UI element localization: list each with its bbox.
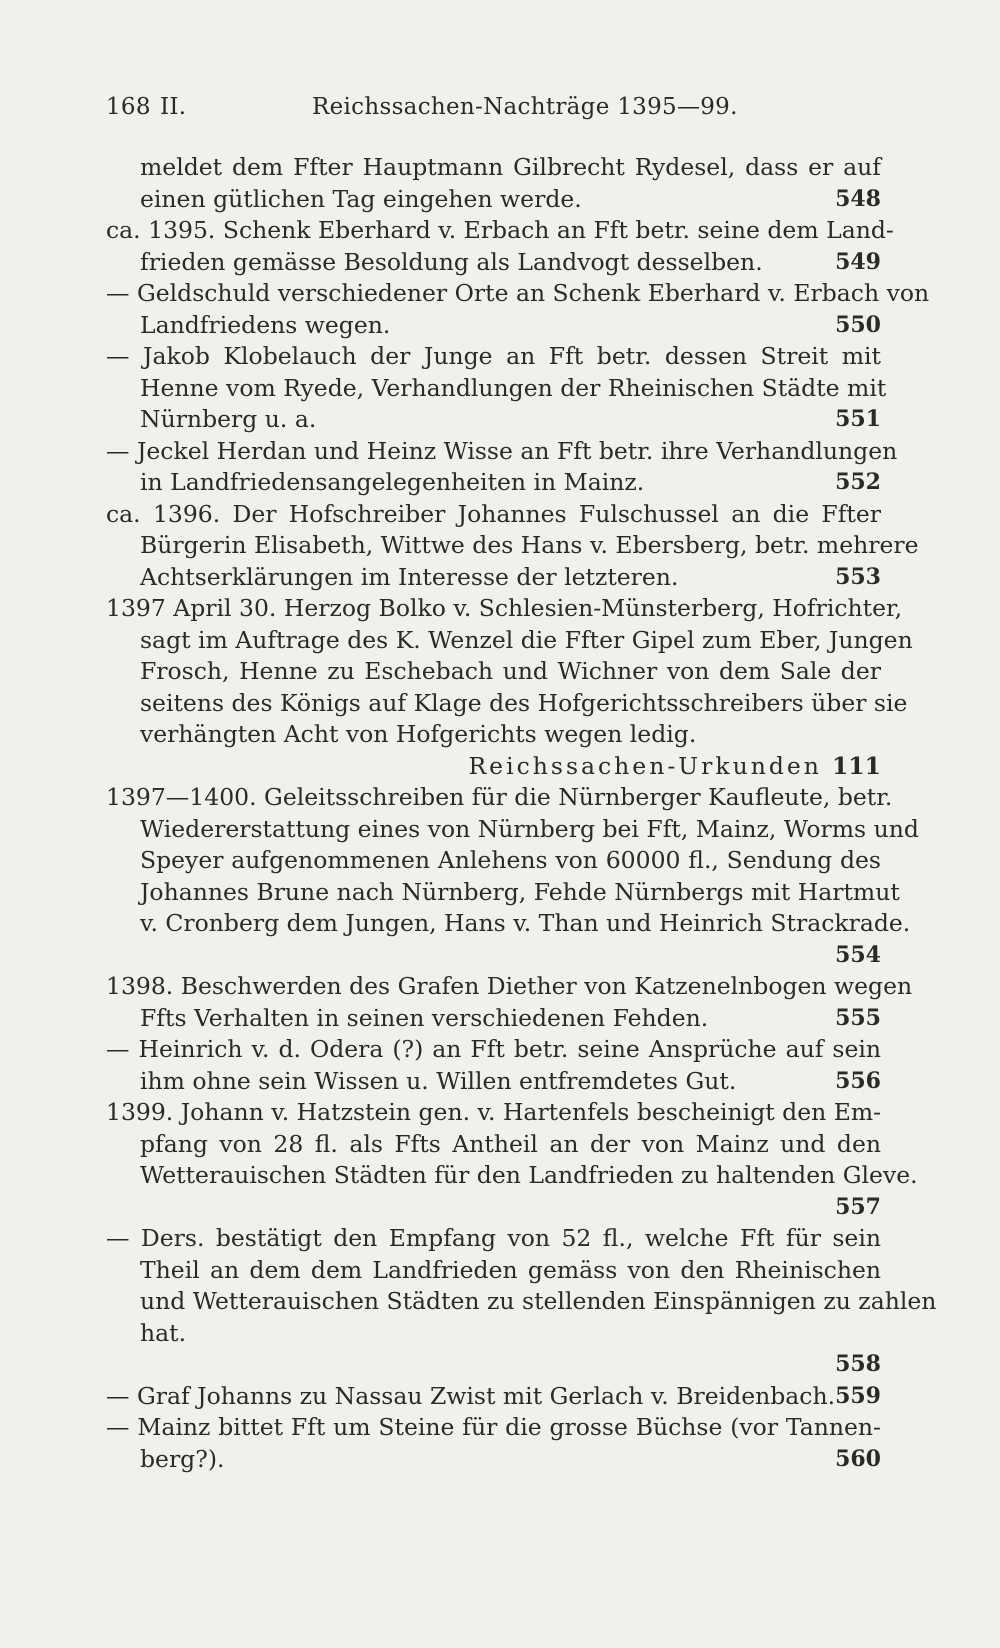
text-line [106, 877, 900, 909]
line-text: Wetterauischen Städten für den Landfrieden zu haltenden Gleve. [140, 1161, 918, 1189]
line-text: — Graf Johanns zu Nassau Zwist mit Gerlach v. Breidenbach. [106, 1381, 836, 1410]
text-line [106, 562, 881, 594]
subheading [106, 751, 881, 783]
text-line [106, 1129, 881, 1161]
text-line [106, 499, 881, 531]
text-line [106, 845, 881, 877]
text-line [106, 593, 903, 625]
text-line [106, 436, 898, 468]
line-text: Henne vom Ryede, Verhandlungen der Rheinischen Städte mit [140, 373, 887, 402]
line-text: verhängten Acht von Hofgerichts wegen ledig. [140, 720, 697, 748]
line-text: 1397 April 30. Herzog Bolko v. Schlesien-Münsterberg, Hofrichter, [106, 594, 903, 622]
text-line [106, 1412, 881, 1444]
text-line [106, 908, 911, 940]
line-text: ca. 1396. Der Hofschreiber Johannes Fulschussel an die Ffter [106, 499, 881, 528]
line-text: meldet dem Ffter Hauptmann Gilbrecht Rydesel, dass er auf [140, 153, 881, 181]
entry-number: 560 [835, 1445, 881, 1472]
text-line [106, 625, 913, 657]
section-number: II. [160, 94, 187, 120]
text-line [106, 1097, 881, 1129]
subheading-number: 111 [831, 751, 881, 780]
text-line [106, 1223, 881, 1255]
page-number: 168 [106, 94, 151, 120]
text-line [106, 940, 881, 972]
line-text: in Landfriedensangelegenheiten in Mainz. [140, 468, 645, 496]
line-text: 1399. Johann v. Hatzstein gen. v. Hartenfels bescheinigt den Em- [106, 1098, 882, 1126]
line-text: hat. [140, 1318, 187, 1347]
line-text: 1397—1400. Geleitsschreiben für die Nürnberger Kaufleute, betr. [106, 783, 893, 811]
text-line [106, 1444, 881, 1476]
text-line [106, 1034, 881, 1066]
line-text: Wiedererstattung eines von Nürnberg bei Fft, Mainz, Worms und [140, 814, 919, 843]
text-line [106, 656, 881, 688]
line-text [106, 1192, 881, 1224]
line-text: — Ders. bestätigt den Empfang von 52 fl., welche Fft für sein [106, 1224, 881, 1252]
line-text: — Mainz bittet Fft um Steine für die grosse Büchse (vor Tannen- [106, 1413, 881, 1441]
line-text: pfang von 28 fl. als Ffts Antheil an der von Mainz und den [140, 1129, 881, 1158]
line-text [106, 1349, 881, 1381]
entry-number: 553 [835, 563, 881, 590]
entry-number: 558 [835, 1351, 881, 1377]
line-text: seitens des Königs auf Klage des Hofgerichtsschreibers über sie [140, 688, 908, 717]
text-line [106, 373, 887, 405]
text-line [106, 719, 881, 751]
text-line [106, 467, 881, 499]
text-line [106, 310, 881, 342]
entry-number: 551 [835, 406, 881, 432]
line-text: 1398. Beschwerden des Grafen Diether von Katzenelnbogen wegen [106, 972, 913, 1000]
text-line [106, 152, 881, 184]
text-line [106, 1381, 881, 1413]
entry-number: 552 [835, 469, 881, 495]
line-text: berg?). [140, 1444, 225, 1473]
text-line [106, 1192, 881, 1224]
entry-number: 559 [835, 1382, 881, 1409]
line-text: Bürgerin Elisabeth, Wittwe des Hans v. Ebersberg, betr. mehrere [140, 531, 919, 559]
entry-number: 548 [835, 185, 881, 212]
text-line [106, 1066, 881, 1098]
line-text: — Jeckel Herdan und Heinz Wisse an Fft betr. ihre Verhandlungen [106, 436, 898, 465]
line-text: Landfriedens wegen. [140, 310, 391, 339]
text-line [106, 1003, 881, 1035]
text-line [106, 530, 919, 562]
running-title: Reichssachen-Nachträge 1395—99. [312, 94, 738, 120]
text-line [106, 1286, 937, 1318]
entry-number: 549 [835, 248, 881, 275]
line-text: und Wetterauischen Städten zu stellenden Einspännigen zu zahlen [140, 1287, 937, 1315]
line-text: Speyer aufgenommenen Anlehens von 60000 fl., Sendung des [140, 846, 881, 874]
line-text: Achtserklärungen im Interesse der letzteren. [140, 562, 679, 591]
text-line [106, 404, 881, 436]
text-line [106, 688, 908, 720]
line-text: sagt im Auftrage des K. Wenzel die Ffter Gipel zum Eber, Jungen [140, 625, 913, 654]
line-text: Frosch, Henne zu Eschebach und Wichner von dem Sale der [140, 657, 881, 685]
text-line [106, 782, 893, 814]
line-text: — Geldschuld verschiedener Orte an Schenk Eberhard v. Erbach von [106, 279, 930, 307]
entry-number: 557 [835, 1193, 881, 1220]
line-text: einen gütlichen Tag eingehen werde. [140, 184, 582, 213]
line-text [106, 940, 881, 972]
line-text: Theil an dem dem Landfrieden gemäss von den Rheinischen [140, 1255, 881, 1284]
text-line [106, 1160, 918, 1192]
text-line [106, 814, 919, 846]
line-text: ihm ohne sein Wissen u. Willen entfremdetes Gut. [140, 1066, 737, 1095]
line-text: Nürnberg u. a. [140, 405, 317, 433]
entry-number: 554 [835, 941, 881, 968]
line-text: frieden gemässe Besoldung als Landvogt desselben. [140, 247, 763, 276]
line-text: v. Cronberg dem Jungen, Hans v. Than und Heinrich Strackrade. [140, 909, 911, 937]
line-text: — Jakob Klobelauch der Junge an Fft betr. dessen Streit mit [106, 342, 881, 370]
text-line [106, 971, 913, 1003]
entry-number: 556 [835, 1067, 881, 1094]
text-line [106, 1318, 881, 1350]
line-text: ca. 1395. Schenk Eberhard v. Erbach an Fft betr. seine dem Land- [106, 216, 894, 244]
entry-number: 550 [835, 311, 881, 338]
text-line [106, 247, 881, 279]
text-line [106, 1255, 881, 1287]
text-line [106, 278, 930, 310]
subheading-text: Reichssachen-Urkunden [468, 751, 822, 780]
line-text: Johannes Brune nach Nürnberg, Fehde Nürnbergs mit Hartmut [140, 877, 900, 906]
entry-number: 555 [835, 1004, 881, 1031]
line-text: Ffts Verhalten in seinen verschiedenen Fehden. [140, 1003, 709, 1032]
entry-list [106, 152, 937, 1475]
text-line [106, 215, 894, 247]
line-text: — Heinrich v. d. Odera (?) an Fft betr. seine Ansprüche auf sein [106, 1035, 881, 1063]
text-line [106, 1349, 881, 1381]
text-line [106, 341, 881, 373]
text-line [106, 184, 881, 216]
